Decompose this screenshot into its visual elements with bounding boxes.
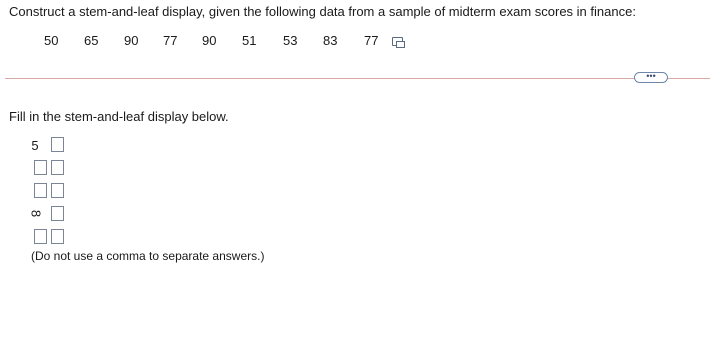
data-value: 77: [364, 33, 379, 48]
stem-input[interactable]: [34, 160, 47, 175]
copy-data-icon[interactable]: [392, 37, 403, 46]
stem-label: 8: [28, 209, 44, 218]
more-options-button[interactable]: [634, 72, 668, 83]
data-value: 77: [163, 33, 178, 48]
leaf-input[interactable]: [51, 137, 64, 152]
data-value: 90: [124, 33, 139, 48]
answer-format-note: (Do not use a comma to separate answers.): [31, 249, 265, 263]
data-value: 83: [323, 33, 338, 48]
data-value: 90: [202, 33, 217, 48]
stem-input[interactable]: [34, 229, 47, 244]
data-value: 51: [242, 33, 257, 48]
stem-label: 5: [31, 138, 39, 153]
data-value: 65: [84, 33, 99, 48]
data-value: 50: [44, 33, 59, 48]
data-value: 53: [283, 33, 298, 48]
leaf-input[interactable]: [51, 206, 64, 221]
more-options-icon: •••: [646, 71, 656, 81]
question-text: Construct a stem-and-leaf display, given the following data from a sample of midterm exam scores in finance:: [9, 4, 636, 19]
data-values-row: [0, 33, 420, 49]
instruction-text: Fill in the stem-and-leaf display below.: [9, 109, 229, 124]
leaf-input[interactable]: [51, 229, 64, 244]
section-divider: [5, 78, 710, 79]
leaf-input[interactable]: [51, 183, 64, 198]
leaf-input[interactable]: [51, 160, 64, 175]
stem-input[interactable]: [34, 183, 47, 198]
